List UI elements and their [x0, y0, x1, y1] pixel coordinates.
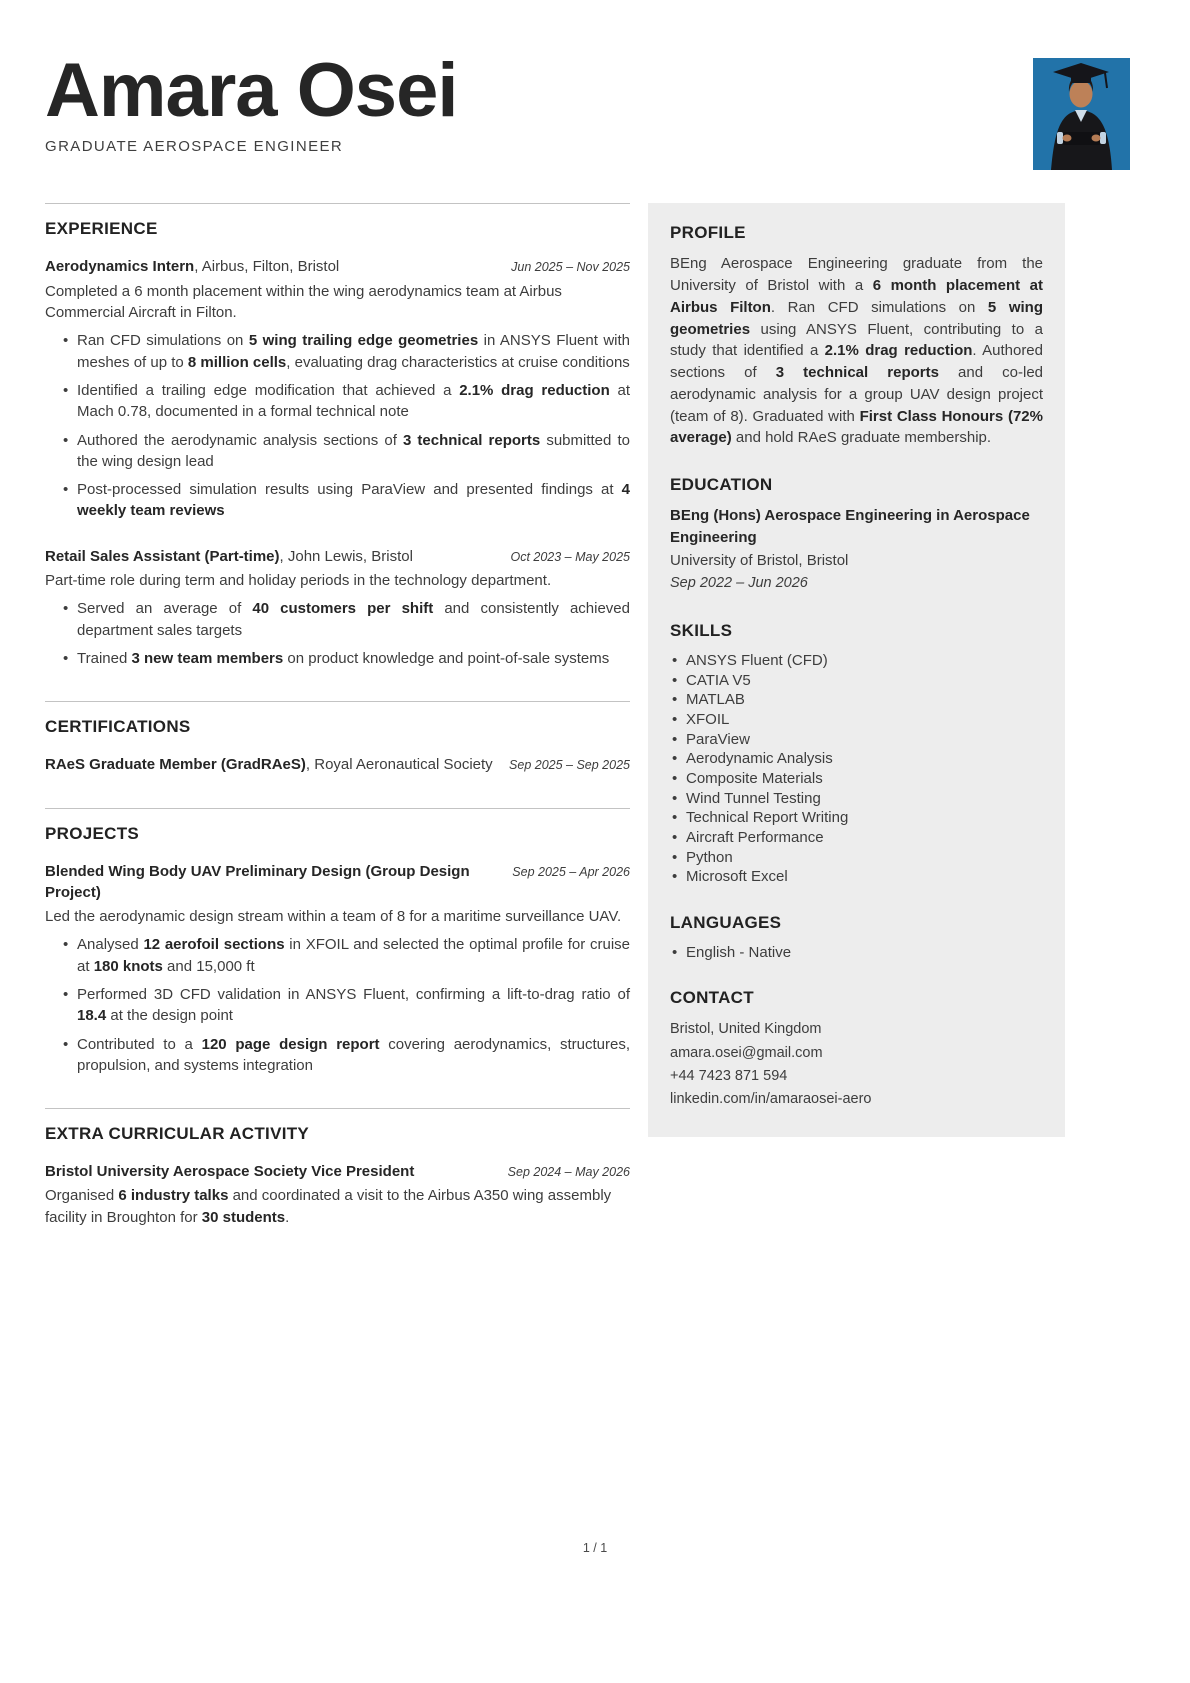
education-degree: BEng (Hons) Aerospace Engineering in Aerospace Engineering	[670, 507, 1030, 546]
skill-item: • Python	[670, 848, 1043, 868]
bullet-item: • Performed 3D CFD validation in ANSYS Fluent, confirming a lift-to-drag ratio of 18.4 at the design point	[45, 984, 630, 1027]
section-heading: LANGUAGES	[670, 912, 782, 932]
skill-item: • Composite Materials	[670, 769, 1043, 789]
sidebar-section-contact	[670, 988, 1043, 1111]
bullet-item: • Trained 3 new team members on product knowledge and point-of-sale systems	[45, 648, 630, 669]
entry-title: Bristol University Aerospace Society Vice President	[45, 1163, 415, 1181]
section-heading: SKILLS	[670, 621, 733, 641]
entry-title: Blended Wing Body UAV Preliminary Design (Group Design Project)	[45, 862, 470, 901]
person-name: Amara Osei	[45, 48, 458, 133]
entry-date: Sep 2024 – May 2026	[507, 1165, 630, 1180]
section-heading: PROFILE	[670, 223, 746, 243]
entry-header	[45, 546, 630, 567]
skills-list	[670, 651, 1043, 887]
entry-header	[45, 256, 630, 277]
skill-item: • ParaView	[670, 730, 1043, 750]
bullet-item: • Identified a trailing edge modification that achieved a 2.1% drag reduction at Mach 0.78, documented in a formal technical note	[45, 380, 630, 423]
entry-title: Aerodynamics Intern, Airbus, Filton, Bristol	[45, 258, 340, 276]
contact-line: amara.osei@gmail.com	[670, 1044, 823, 1061]
section-experience	[45, 203, 630, 669]
contact-line: Bristol, United Kingdom	[670, 1021, 822, 1038]
skill-item: • XFOIL	[670, 710, 1043, 730]
sidebar-section-education	[670, 475, 1043, 595]
sidebar	[648, 203, 1065, 1137]
section-heading: CERTIFICATIONS	[45, 717, 191, 737]
section-heading: EXPERIENCE	[45, 219, 158, 239]
entry-header	[45, 754, 630, 775]
sidebar-section-skills	[670, 621, 1043, 887]
contact-line: linkedin.com/in/amaraosei-aero	[670, 1091, 872, 1108]
experience-entry	[45, 256, 630, 521]
entry-summary: Led the aerodynamic design stream within a team of 8 for a maritime surveillance UAV.	[45, 908, 622, 926]
certification-entry	[45, 754, 630, 775]
entry-title: RAeS Graduate Member (GradRAeS), Royal Aeronautical Society	[45, 756, 493, 774]
skill-item: • ANSYS Fluent (CFD)	[670, 651, 1043, 671]
main-content	[0, 203, 1190, 1260]
entry-date: Jun 2025 – Nov 2025	[511, 260, 630, 275]
bullet-item: • Post-processed simulation results using ParaView and presented findings at 4 weekly team reviews	[45, 479, 630, 522]
contact-line: +44 7423 871 594	[670, 1067, 788, 1084]
section-certifications	[45, 701, 630, 775]
skill-item: • Aircraft Performance	[670, 828, 1043, 848]
page-number: 1 / 1	[582, 1541, 608, 1555]
entry-header	[45, 1161, 630, 1182]
bullet-item: • Contributed to a 120 page design report covering aerodynamics, structures, propulsion, and systems integration	[45, 1034, 630, 1077]
sidebar-section-languages	[670, 913, 1043, 963]
bullet-item: • Authored the aerodynamic analysis sections of 3 technical reports submitted to the wing design lead	[45, 430, 630, 473]
skill-item: • Microsoft Excel	[670, 867, 1043, 887]
left-column	[45, 203, 630, 1260]
languages-list	[670, 943, 1043, 963]
entry-bullets	[45, 330, 630, 521]
entry-summary: Completed a 6 month placement within the wing aerodynamics team at Airbus Commercial Aircraft in Filton.	[45, 282, 562, 322]
entry-summary: Organised 6 industry talks and coordinated a visit to the Airbus A350 wing assembly facility in Broughton for 30 students.	[45, 1187, 612, 1226]
bullet-item: • Ran CFD simulations on 5 wing trailing edge geometries in ANSYS Fluent with meshes of up to 8 million cells, evaluating drag characteristics at cruise conditions	[45, 330, 630, 373]
section-heading: EDUCATION	[670, 475, 773, 495]
section-heading: CONTACT	[670, 988, 754, 1008]
section-projects	[45, 808, 630, 1077]
sidebar-section-profile	[670, 223, 1043, 449]
project-entry	[45, 861, 630, 1077]
skill-item: • MATLAB	[670, 690, 1043, 710]
experience-entry	[45, 546, 630, 669]
section-heading: EXTRA CURRICULAR ACTIVITY	[45, 1124, 310, 1144]
skill-item: • Wind Tunnel Testing	[670, 789, 1043, 809]
entry-bullets	[45, 934, 630, 1076]
profile-text: BEng Aerospace Engineering graduate from the University of Bristol with a 6 month placement at Airbus Filton. Ran CFD simulations on 5 wing geometries using ANSYS Fluent, contributing to a study that identified a 2.1% drag reduction. Authored sections of 3 technical reports and co-led aerodynamic analysis for a group UAV design project (team of 8). Graduated with First Class Honours (72% average) and hold RAeS graduate membership.	[670, 255, 1044, 447]
entry-date: Sep 2025 – Apr 2026	[512, 864, 630, 879]
extra-curricular-entry	[45, 1161, 630, 1228]
skill-item: • Aerodynamic Analysis	[670, 749, 1043, 769]
header	[0, 0, 1190, 155]
language-item: • English - Native	[670, 943, 1043, 963]
graduate-portrait-photo	[1033, 58, 1130, 170]
person-job-title: GRADUATE AEROSPACE ENGINEER	[45, 138, 344, 156]
education-date: Sep 2022 – Jun 2026	[670, 574, 808, 591]
entry-bullets	[45, 598, 630, 669]
bullet-item: • Analysed 12 aerofoil sections in XFOIL and selected the optimal profile for cruise at 180 knots and 15,000 ft	[45, 934, 630, 977]
section-heading: PROJECTS	[45, 823, 140, 843]
entry-title: Retail Sales Assistant (Part-time), John Lewis, Bristol	[45, 547, 413, 565]
skill-item: • CATIA V5	[670, 671, 1043, 691]
education-school: University of Bristol, Bristol	[670, 551, 849, 569]
entry-date: Sep 2025 – Sep 2025	[509, 758, 630, 773]
bullet-item: • Served an average of 40 customers per shift and consistently achieved department sales targets	[45, 598, 630, 641]
entry-summary: Part-time role during term and holiday periods in the technology department.	[45, 572, 552, 590]
skill-item: • Technical Report Writing	[670, 808, 1043, 828]
entry-header	[45, 861, 630, 904]
entry-date: Oct 2023 – May 2025	[510, 549, 630, 564]
section-extra-curricular	[45, 1108, 630, 1228]
